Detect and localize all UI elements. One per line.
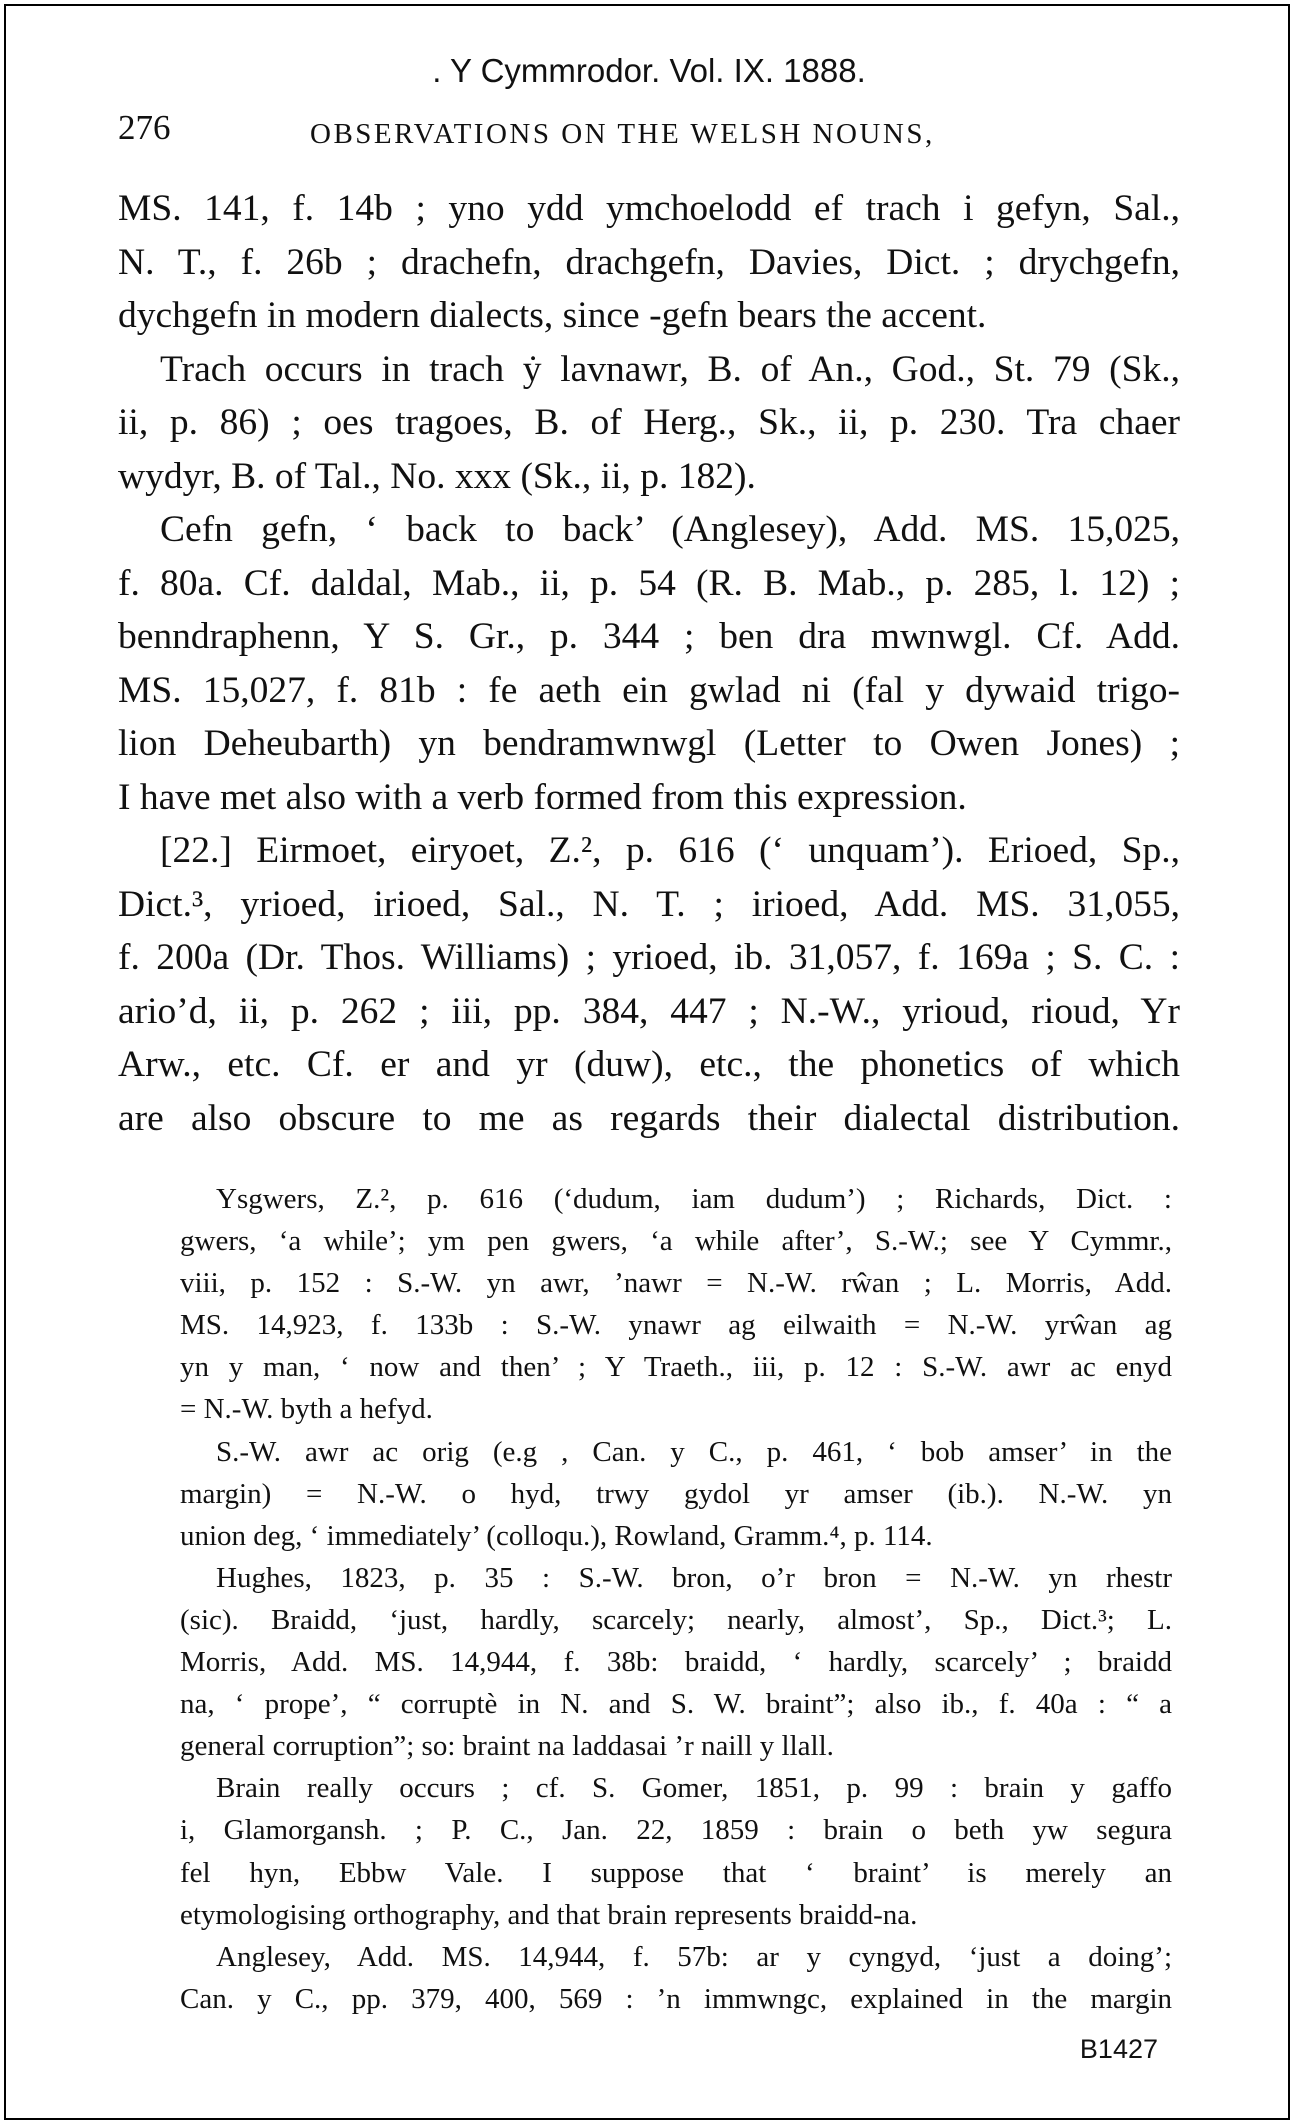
- body-line: Dict.³, yrioed, irioed, Sal., N. T. ; irioed, Add. MS. 31,055,: [118, 883, 1180, 925]
- footnote-line: Ysgwers, Z.², p. 616 (‘dudum, iam dudum’) ; Richards, Dict. :: [216, 1183, 1172, 1215]
- footnote-line: i, Glamorgansh. ; P. C., Jan. 22, 1859 : brain o beth yw segura: [180, 1814, 1172, 1847]
- page-caption: . Y Cymmrodor. Vol. IX. 1888.: [432, 52, 866, 89]
- body-line: ario’d, ii, p. 262 ; iii, pp. 384, 447 ; N.-W., yrioud, rioud, Yr: [118, 990, 1180, 1032]
- body-line: Arw., etc. Cf. er and yr (duw), etc., the phonetics of which: [118, 1044, 1180, 1085]
- running-head: OBSERVATIONS ON THE WELSH NOUNS,: [310, 118, 935, 150]
- footnote-line: Morris, Add. MS. 14,944, f. 38b: braidd, ‘ hardly, scarcely’ ; braidd: [180, 1646, 1172, 1679]
- body-line: f. 80a. Cf. daldal, Mab., ii, p. 54 (R. B. Mab., p. 285, l. 12) ;: [118, 562, 1180, 604]
- footnote-line: = N.-W. byth a hefyd.: [180, 1393, 433, 1426]
- body-line: [22.] Eirmoet, eiryoet, Z.², p. 616 (‘ unquam’). Erioed, Sp.,: [160, 830, 1180, 871]
- footnote-line: S.-W. awr ac orig (e.g , Can. y C., p. 461, ‘ bob amser’ in the: [216, 1435, 1172, 1468]
- body-line: lion Deheubarth) yn bendramwnwgl (Letter to Owen Jones) ;: [118, 723, 1180, 764]
- footnote-line: yn y man, ‘ now and then’ ; Y Traeth., iii, p. 12 : S.-W. awr ac enyd: [180, 1351, 1172, 1384]
- footnote-line: etymologising orthography, and that brain represents braidd-na.: [180, 1898, 918, 1931]
- footnote-line: union deg, ‘ immediately’ (colloqu.), Rowland, Gramm.⁴, p. 114.: [180, 1519, 933, 1552]
- body-line: dychgefn in modern dialects, since -gefn bears the accent.: [118, 295, 987, 336]
- footnote-line: gwers, ‘a while’; ym pen gwers, ‘a while after’, S.-W.; see Y Cymmr.,: [180, 1225, 1172, 1258]
- footnote-line: Can. y C., pp. 379, 400, 569 : ’n immwngc, explained in the margin: [180, 1982, 1172, 2015]
- body-line: I have met also with a verb formed from this expression.: [118, 776, 967, 818]
- body-line: N. T., f. 26b ; drachefn, drachgefn, Davies, Dict. ; drychgefn,: [118, 241, 1180, 283]
- main-text: [118, 182, 1180, 1145]
- footnote-line: general corruption”; so: braint na laddasai ’r naill y llall.: [180, 1730, 834, 1763]
- footnote-line: fel hyn, Ebbw Vale. I suppose that ‘ braint’ is merely an: [180, 1856, 1172, 1889]
- body-line: ii, p. 86) ; oes tragoes, B. of Herg., Sk., ii, p. 230. Tra chaer: [118, 402, 1180, 443]
- footnote-line: Hughes, 1823, p. 35 : S.-W. bron, o’r bron = N.-W. yn rhestr: [216, 1561, 1172, 1594]
- footnote-line: na, ‘ prope’, “ corruptè in N. and S. W. braint”; also ib., f. 40a : “ a: [180, 1688, 1172, 1721]
- body-line: Trach occurs in trach ẏ lavnawr, B. of An., God., St. 79 (Sk.,: [160, 348, 1180, 390]
- catalog-code: B1427: [1079, 2034, 1158, 2064]
- body-line: MS. 15,027, f. 81b : fe aeth ein gwlad ni (fal y dywaid trigo-: [118, 669, 1180, 711]
- footnote-line: viii, p. 152 : S.-W. yn awr, ’nawr = N.-W. rŵan ; L. Morris, Add.: [180, 1267, 1172, 1300]
- page-number: 276: [118, 108, 171, 147]
- body-line: benndraphenn, Y S. Gr., p. 344 ; ben dra mwnwgl. Cf. Add.: [118, 616, 1180, 657]
- body-line: Cefn gefn, ‘ back to back’ (Anglesey), Add. MS. 15,025,: [160, 509, 1180, 550]
- body-line: MS. 141, f. 14b ; yno ydd ymchoelodd ef trach i gefyn, Sal.,: [118, 188, 1180, 229]
- footnote-line: MS. 14,923, f. 133b : S.-W. ynawr ag eilwaith = N.-W. yrŵan ag: [180, 1309, 1172, 1342]
- body-line: f. 200a (Dr. Thos. Williams) ; yrioed, ib. 31,057, f. 169a ; S. C. :: [118, 937, 1180, 978]
- footnote-line: margin) = N.-W. o hyd, trwy gydol yr amser (ib.). N.-W. yn: [180, 1477, 1172, 1510]
- body-line: are also obscure to me as regards their dialectal distribution.: [118, 1097, 1180, 1139]
- footnote-block: [180, 1178, 1172, 2020]
- footnote-line: (sic). Braidd, ‘just, hardly, scarcely; nearly, almost’, Sp., Dict.³; L.: [180, 1603, 1172, 1636]
- body-line: wydyr, B. of Tal., No. xxx (Sk., ii, p. 182).: [118, 455, 756, 497]
- footnote-line: Brain really occurs ; cf. S. Gomer, 1851, p. 99 : brain y gaffo: [216, 1772, 1172, 1805]
- footnote-line: Anglesey, Add. MS. 14,944, f. 57b: ar y cyngyd, ‘just a doing’;: [216, 1940, 1172, 1973]
